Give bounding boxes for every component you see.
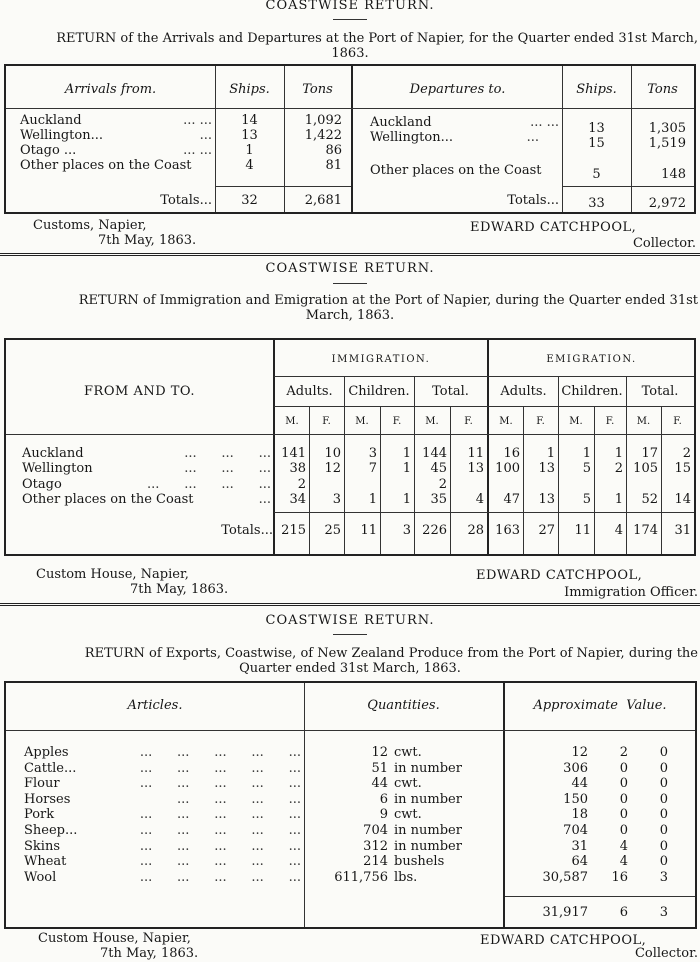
leader-dots: ... ... xyxy=(183,143,212,158)
export-pounds: 12 xyxy=(571,745,588,760)
section1-title-line1: RETURN of the Arrivals and Departures at the Port of Napier, for the Quarter ended 31st March, xyxy=(56,31,698,46)
leader-dots: ... ... xyxy=(183,113,212,128)
leader-dots: ... ... ... ... xyxy=(147,477,271,492)
leader-dots: ... ... ... ... ... xyxy=(139,776,301,792)
migration-value: 15 xyxy=(674,461,691,476)
export-quantity: 611,756 xyxy=(334,869,388,885)
migration-value: 13 xyxy=(467,461,484,476)
section1-heading-rule xyxy=(333,19,367,20)
migration-value: 4 xyxy=(475,492,484,507)
migration-total-value: 11 xyxy=(360,523,377,538)
export-pence: 0 xyxy=(659,823,668,838)
leader-dots: ... ... ... ... ... xyxy=(139,760,301,776)
section2-heading: COASTWISE RETURN. xyxy=(265,261,435,276)
export-pounds: 150 xyxy=(563,791,588,807)
export-pence: 0 xyxy=(659,760,668,776)
section2-signatory: EDWARD CATCHPOOL, xyxy=(476,568,643,583)
section1-place-line2: 7th May, 1863. xyxy=(98,233,197,248)
export-pence: 0 xyxy=(659,838,668,854)
header-rule xyxy=(6,730,695,731)
migration-value: 144 xyxy=(422,446,447,461)
migration-value: 3 xyxy=(332,492,341,507)
leader-dots: ... ... ... xyxy=(184,461,271,476)
leader-dots: ... xyxy=(258,492,271,507)
arrivals-totals-label: Totals... xyxy=(160,193,212,208)
export-quantity: 312 xyxy=(363,838,388,854)
female-header: F. xyxy=(605,416,615,427)
section2-place-line2: 7th May, 1863. xyxy=(130,582,229,597)
migration-place: Other places on the Coast xyxy=(22,492,194,507)
export-pounds: 31 xyxy=(571,838,588,854)
section2-signatory-title: Immigration Officer. xyxy=(564,585,698,600)
export-article: Skins xyxy=(24,838,60,854)
arrivals-departures-table xyxy=(4,64,696,214)
migration-value: 17 xyxy=(641,446,658,461)
migration-place: Otago xyxy=(22,477,62,492)
migration-total-value: 31 xyxy=(674,523,691,538)
totals-rule xyxy=(505,896,695,897)
export-unit: in number xyxy=(394,760,462,776)
departure-place: Other places on the Coast xyxy=(370,163,542,178)
export-article: Wool xyxy=(24,869,57,885)
migration-total-value: 25 xyxy=(324,523,341,538)
section3-title-line2: Quarter ended 31st March, 1863. xyxy=(239,661,461,676)
export-quantity: 704 xyxy=(363,823,388,838)
arrival-place: Auckland xyxy=(20,113,82,128)
female-header: F. xyxy=(464,416,473,427)
departure-ships: 5 xyxy=(592,167,601,182)
departure-tons: 148 xyxy=(661,167,686,182)
export-quantity: 6 xyxy=(379,791,388,807)
export-pounds: 64 xyxy=(571,854,588,870)
migration-value: 1 xyxy=(614,492,623,507)
migration-value: 38 xyxy=(289,461,306,476)
arrival-tons: 86 xyxy=(325,143,342,158)
export-shillings: 0 xyxy=(619,791,628,807)
export-unit: in number xyxy=(394,791,462,807)
migration-value: 13 xyxy=(538,461,555,476)
migration-value: 5 xyxy=(582,461,591,476)
migration-total-value: 11 xyxy=(574,523,591,538)
export-pounds: 30,587 xyxy=(542,869,588,885)
female-header: F. xyxy=(673,416,682,427)
migration-value: 11 xyxy=(467,446,484,461)
export-pence: 0 xyxy=(659,745,668,760)
arrival-ships: 4 xyxy=(245,158,254,173)
arrival-tons: 81 xyxy=(325,158,342,173)
export-article: Apples xyxy=(24,745,69,760)
departure-ships: 15 xyxy=(588,136,605,151)
migration-value: 1 xyxy=(402,446,411,461)
migration-total-value: 3 xyxy=(402,523,411,538)
migration-value: 45 xyxy=(430,461,447,476)
total-header: Total. xyxy=(432,384,469,399)
migration-value: 7 xyxy=(368,461,377,476)
departure-ships: 13 xyxy=(588,121,605,136)
leader-dots: ... ... xyxy=(530,115,559,130)
departures-totals-label: Totals... xyxy=(507,193,559,208)
section1-title xyxy=(2,31,698,61)
arrivals-totals-tons: 2,681 xyxy=(304,193,342,208)
export-article: Pork xyxy=(24,807,55,823)
female-header: F. xyxy=(392,416,402,427)
migration-value: 2 xyxy=(297,477,306,492)
leader-dots: ... ... ... ... xyxy=(177,791,301,807)
migration-value: 1 xyxy=(402,461,411,476)
migration-value: 10 xyxy=(324,446,341,461)
leader-dots: ... ... ... ... ... xyxy=(139,869,301,885)
migration-value: 1 xyxy=(614,446,623,461)
export-pence: 3 xyxy=(659,869,668,885)
migration-value: 35 xyxy=(430,492,447,507)
migration-value: 2 xyxy=(614,461,623,476)
export-article: Cattle... xyxy=(24,760,77,776)
section2-place-line1: Custom House, Napier, xyxy=(36,567,189,582)
section3-heading-rule xyxy=(333,634,367,635)
migration-value: 12 xyxy=(324,461,341,476)
migration-total-value: 4 xyxy=(614,523,623,538)
header-rule xyxy=(6,434,694,435)
export-shillings: 0 xyxy=(619,776,628,792)
header-rule xyxy=(6,108,694,109)
female-header: F. xyxy=(322,416,331,427)
adults-header: Adults. xyxy=(500,384,547,399)
departure-tons: 1,305 xyxy=(648,121,686,136)
migration-total-value: 27 xyxy=(538,523,555,538)
export-quantity: 9 xyxy=(379,807,388,823)
export-shillings: 0 xyxy=(619,823,628,838)
ships-header: Ships. xyxy=(576,82,617,97)
male-header: M. xyxy=(499,416,513,427)
migration-total-value: 163 xyxy=(495,523,520,538)
export-pounds: 306 xyxy=(563,760,588,776)
export-pence: 0 xyxy=(659,776,668,792)
export-unit: cwt. xyxy=(394,745,422,760)
section1-signatory-title: Collector. xyxy=(632,236,696,251)
migration-value: 1 xyxy=(402,492,411,507)
migration-value: 2 xyxy=(438,477,447,492)
export-unit: cwt. xyxy=(394,776,422,792)
export-article: Flour xyxy=(24,776,60,792)
header-rule xyxy=(274,376,694,377)
section1-title-line2: 1863. xyxy=(331,46,369,61)
migration-totals-label: Totals... xyxy=(221,523,273,538)
arrivals-totals-ships: 32 xyxy=(241,193,258,208)
export-quantity: 12 xyxy=(371,745,388,760)
children-header: Children. xyxy=(561,384,623,399)
leader-dots: ... ... ... ... ... xyxy=(139,745,301,760)
section3-heading: COASTWISE RETURN. xyxy=(265,613,435,628)
section2-title-line1: RETURN of Immigration and Emigration at the Port of Napier, during the Quarter ended 31st xyxy=(78,293,698,308)
section1-signatory: EDWARD CATCHPOOL, xyxy=(470,220,637,235)
emigration-header: EMIGRATION. xyxy=(546,354,637,365)
migration-value: 1 xyxy=(546,446,555,461)
quantities-header: Quantities. xyxy=(367,698,440,713)
export-unit: cwt. xyxy=(394,807,422,823)
migration-value: 52 xyxy=(641,492,658,507)
migration-value: 5 xyxy=(582,492,591,507)
export-shillings: 2 xyxy=(619,745,628,760)
export-pounds: 18 xyxy=(571,807,588,823)
migration-value: 34 xyxy=(289,492,306,507)
leader-dots: ... xyxy=(526,130,539,145)
section3-signatory: EDWARD CATCHPOOL, xyxy=(480,933,647,948)
migration-total-value: 226 xyxy=(422,523,447,538)
section1-place-line1: Customs, Napier, xyxy=(33,218,147,233)
section3-title xyxy=(2,646,698,676)
section3-place-line1: Custom House, Napier, xyxy=(38,931,191,946)
migration-total-value: 28 xyxy=(467,523,484,538)
male-header: M. xyxy=(569,416,583,427)
male-header: M. xyxy=(636,416,651,427)
migration-value: 47 xyxy=(503,492,520,507)
arrival-place: Otago ... xyxy=(20,143,77,158)
section-divider xyxy=(0,253,700,256)
leader-dots: ... ... ... ... ... xyxy=(139,854,301,870)
arrival-ships: 14 xyxy=(241,113,258,128)
totals-rule xyxy=(274,512,694,513)
departures-totals-ships: 33 xyxy=(588,196,605,211)
export-quantity: 51 xyxy=(371,760,388,776)
section3-title-line1: RETURN of Exports, Coastwise, of New Zealand Produce from the Port of Napier, during the xyxy=(84,646,698,661)
male-header: M. xyxy=(285,416,299,427)
migration-value: 1 xyxy=(582,446,591,461)
leader-dots: ... xyxy=(199,128,212,143)
section2-title xyxy=(2,293,698,323)
departure-tons: 1,519 xyxy=(648,136,686,151)
arrival-tons: 1,422 xyxy=(304,128,342,143)
total-pounds: 31,917 xyxy=(542,905,588,920)
leader-dots: ... ... ... ... ... xyxy=(139,807,301,823)
departures-header: Departures to. xyxy=(409,82,506,97)
section3-signatory-title: Collector. xyxy=(634,946,698,961)
section2-heading-rule xyxy=(333,283,367,284)
total-shillings: 6 xyxy=(619,905,628,920)
male-header: M. xyxy=(425,416,439,427)
departures-totals-tons: 2,972 xyxy=(648,196,686,211)
children-header: Children. xyxy=(348,384,410,399)
export-shillings: 0 xyxy=(619,760,628,776)
migration-value: 141 xyxy=(281,446,306,461)
migration-value: 105 xyxy=(633,461,658,476)
totals-rule xyxy=(562,186,694,187)
export-unit: in number xyxy=(394,838,462,854)
section3-place-line2: 7th May, 1863. xyxy=(100,946,199,961)
arrival-ships: 1 xyxy=(245,143,254,158)
export-unit: bushels xyxy=(394,854,445,870)
export-shillings: 16 xyxy=(611,869,628,885)
export-unit: lbs. xyxy=(394,869,418,885)
migration-value: 14 xyxy=(674,492,691,507)
totals-rule xyxy=(215,186,351,187)
migration-value: 100 xyxy=(495,461,520,476)
export-shillings: 4 xyxy=(619,854,628,870)
leader-dots: ... ... ... xyxy=(184,446,271,461)
leader-dots: ... ... ... ... ... xyxy=(139,823,301,838)
total-pence: 3 xyxy=(659,905,668,920)
arrivals-header: Arrivals from. xyxy=(64,82,157,97)
articles-header: Articles. xyxy=(127,698,183,713)
export-pence: 0 xyxy=(659,807,668,823)
section2-title-line2: March, 1863. xyxy=(305,308,395,323)
export-pence: 0 xyxy=(659,791,668,807)
header-rule xyxy=(274,406,694,407)
export-shillings: 4 xyxy=(619,838,628,854)
migration-value: 13 xyxy=(538,492,555,507)
migration-place: Wellington xyxy=(22,461,93,476)
export-quantity: 214 xyxy=(363,854,388,870)
male-header: M. xyxy=(355,416,369,427)
export-pounds: 704 xyxy=(563,823,588,838)
export-article: Sheep... xyxy=(24,823,78,838)
arrival-tons: 1,092 xyxy=(304,113,342,128)
migration-place: Auckland xyxy=(22,446,84,461)
migration-value: 16 xyxy=(503,446,520,461)
immigration-emigration-table xyxy=(4,338,696,556)
export-article: Horses xyxy=(24,791,71,807)
migration-value: 2 xyxy=(682,446,691,461)
departure-place: Auckland xyxy=(370,115,432,130)
adults-header: Adults. xyxy=(286,384,333,399)
immigration-header: IMMIGRATION. xyxy=(331,354,431,365)
export-article: Wheat xyxy=(24,854,67,870)
arrival-place: Wellington... xyxy=(20,128,103,143)
migration-total-value: 215 xyxy=(281,523,306,538)
from-and-to-header: FROM AND TO. xyxy=(84,384,195,399)
export-unit: in number xyxy=(394,823,462,838)
export-pounds: 44 xyxy=(571,776,588,792)
tons-header: Tons xyxy=(302,82,333,97)
export-quantity: 44 xyxy=(371,776,388,792)
arrival-place: Other places on the Coast xyxy=(20,158,192,173)
exports-table xyxy=(4,681,697,929)
migration-total-value: 174 xyxy=(633,523,658,538)
migration-value: 1 xyxy=(368,492,377,507)
arrival-ships: 13 xyxy=(241,128,258,143)
ships-header: Ships. xyxy=(229,82,270,97)
section1-heading: COASTWISE RETURN. xyxy=(265,0,435,13)
migration-value: 3 xyxy=(368,446,377,461)
value-header: Approximate Value. xyxy=(533,698,667,713)
tons-header: Tons xyxy=(647,82,678,97)
section-divider xyxy=(0,603,700,606)
female-header: F. xyxy=(536,416,545,427)
export-pence: 0 xyxy=(659,854,668,870)
leader-dots: ... ... ... ... ... xyxy=(139,838,301,854)
export-shillings: 0 xyxy=(619,807,628,823)
departure-place: Wellington... xyxy=(370,130,453,145)
total-header: Total. xyxy=(641,384,679,399)
